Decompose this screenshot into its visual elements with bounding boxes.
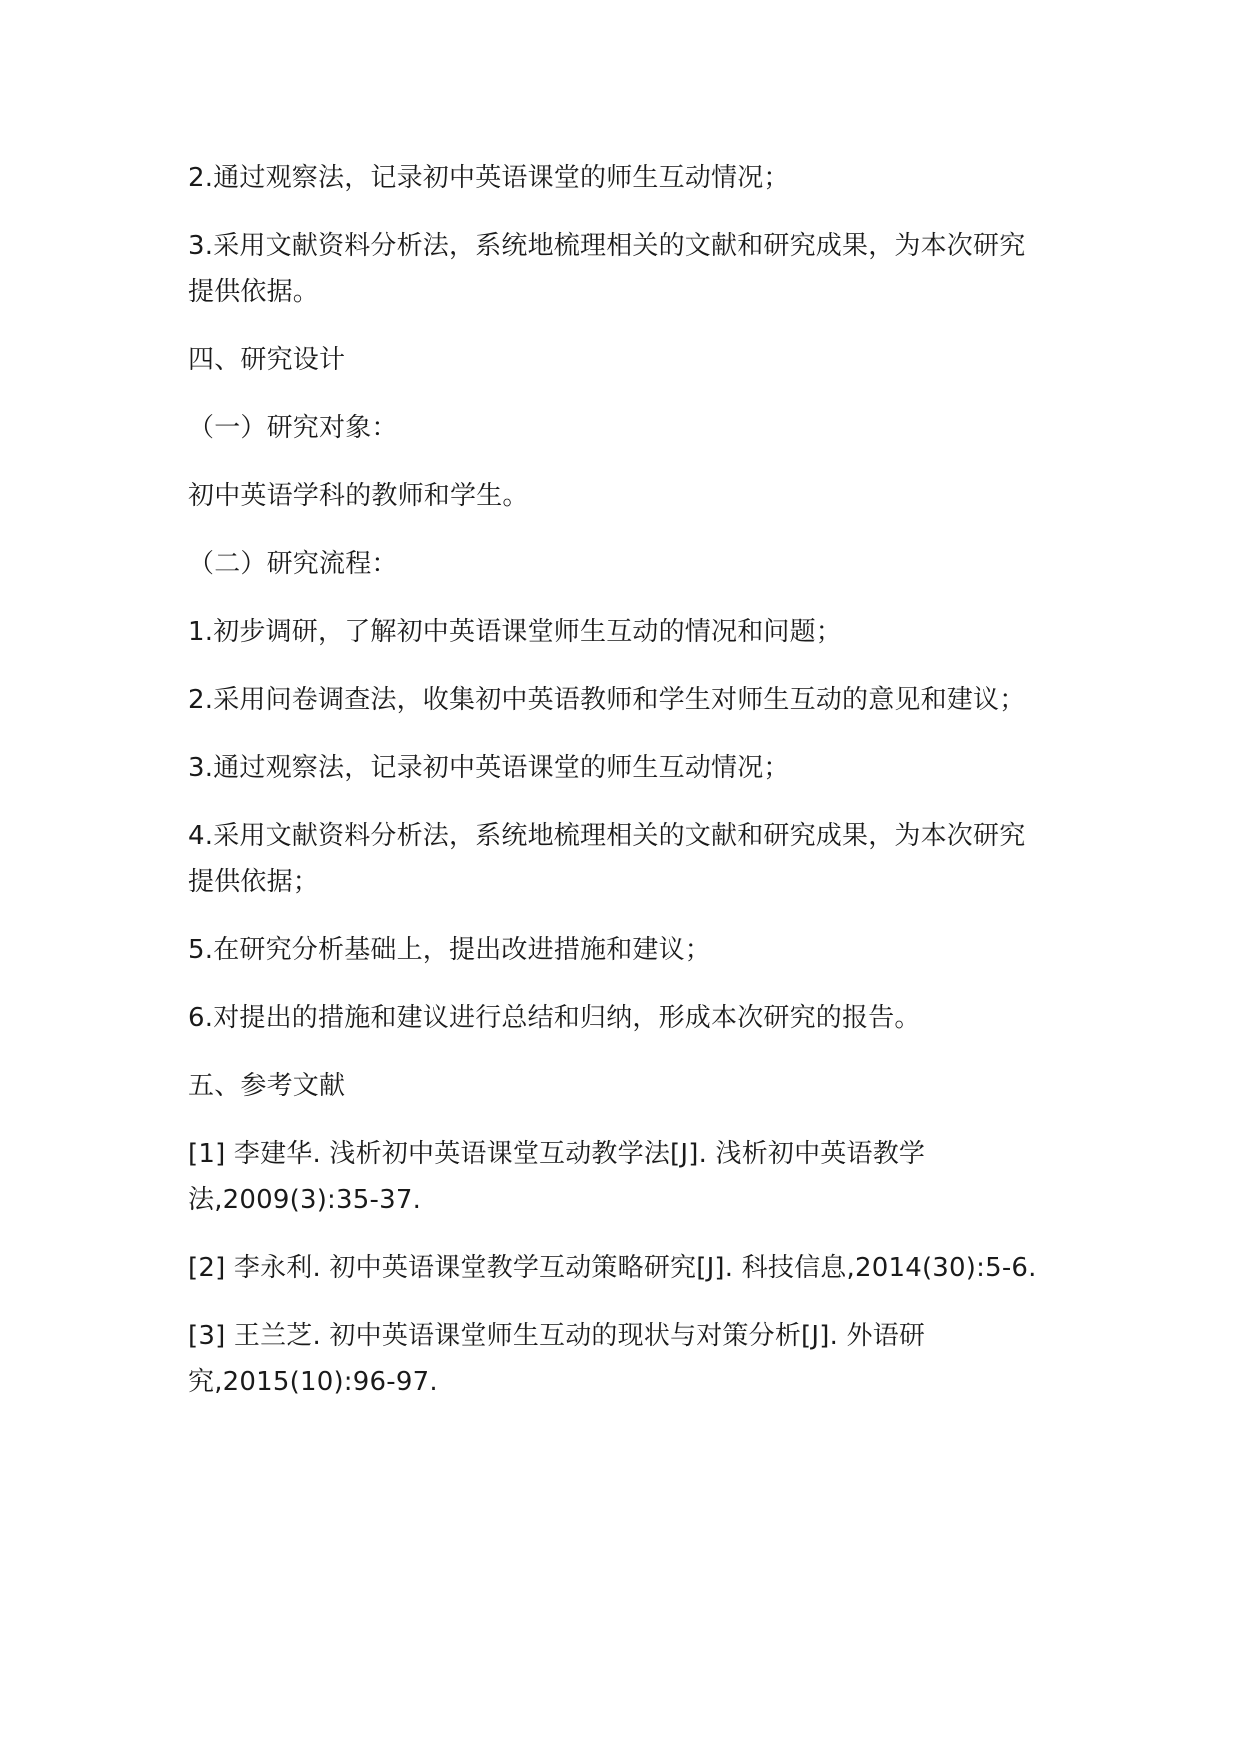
process-step-6 bbox=[188, 995, 1068, 1041]
process-step-5 bbox=[188, 927, 1068, 973]
document-body bbox=[188, 155, 1068, 1427]
text-line: 1.初步调研，了解初中英语课堂师生互动的情况和问题； bbox=[188, 617, 843, 647]
text-line: 3.采用文献资料分析法，系统地梳理相关的文献和研究成果，为本次研究 bbox=[188, 231, 1026, 261]
heading-text: （二）研究流程： bbox=[188, 549, 398, 579]
text-line: 4.采用文献资料分析法，系统地梳理相关的文献和研究成果，为本次研究 bbox=[188, 821, 1026, 851]
text-line: 3.通过观察法，记录初中英语课堂的师生互动情况； bbox=[188, 753, 790, 783]
text-line: 2.采用问卷调查法，收集初中英语教师和学生对师生互动的意见和建议； bbox=[188, 685, 1026, 715]
text-line: 6.对提出的措施和建议进行总结和归纳，形成本次研究的报告。 bbox=[188, 1003, 921, 1033]
reference-2 bbox=[188, 1245, 1068, 1291]
text-line: 提供依据。 bbox=[188, 277, 320, 307]
text-line: [3] 王兰芝. 初中英语课堂师生互动的现状与对策分析[J]. 外语研 bbox=[188, 1321, 926, 1351]
heading-text: 四、研究设计 bbox=[188, 345, 346, 375]
text-line: 提供依据； bbox=[188, 867, 320, 897]
text-line: 究,2015(10):96-97. bbox=[188, 1367, 438, 1397]
process-step-3 bbox=[188, 745, 1068, 791]
method-observation-item bbox=[188, 155, 1068, 201]
text-line: 2.通过观察法，记录初中英语课堂的师生互动情况； bbox=[188, 163, 790, 193]
text-line: 法,2009(3):35-37. bbox=[188, 1185, 422, 1215]
subsection-heading-research-subject bbox=[188, 405, 1068, 451]
heading-text: 五、参考文献 bbox=[188, 1071, 346, 1101]
text-line: 5.在研究分析基础上，提出改进措施和建议； bbox=[188, 935, 712, 965]
text-line: 初中英语学科的教师和学生。 bbox=[188, 481, 529, 511]
heading-text: （一）研究对象： bbox=[188, 413, 398, 443]
process-step-2 bbox=[188, 677, 1068, 723]
process-step-4 bbox=[188, 813, 1068, 905]
text-line: [1] 李建华. 浅析初中英语课堂互动教学法[J]. 浅析初中英语教学 bbox=[188, 1139, 926, 1169]
process-step-1 bbox=[188, 609, 1068, 655]
subsection-heading-research-process bbox=[188, 541, 1068, 587]
section-heading-research-design bbox=[188, 337, 1068, 383]
research-subject-text bbox=[188, 473, 1068, 519]
reference-1 bbox=[188, 1131, 1068, 1223]
text-line: [2] 李永利. 初中英语课堂教学互动策略研究[J]. 科技信息,2014(30):5-6. bbox=[188, 1253, 1037, 1283]
reference-3 bbox=[188, 1313, 1068, 1405]
method-literature-item bbox=[188, 223, 1068, 315]
section-heading-references bbox=[188, 1063, 1068, 1109]
